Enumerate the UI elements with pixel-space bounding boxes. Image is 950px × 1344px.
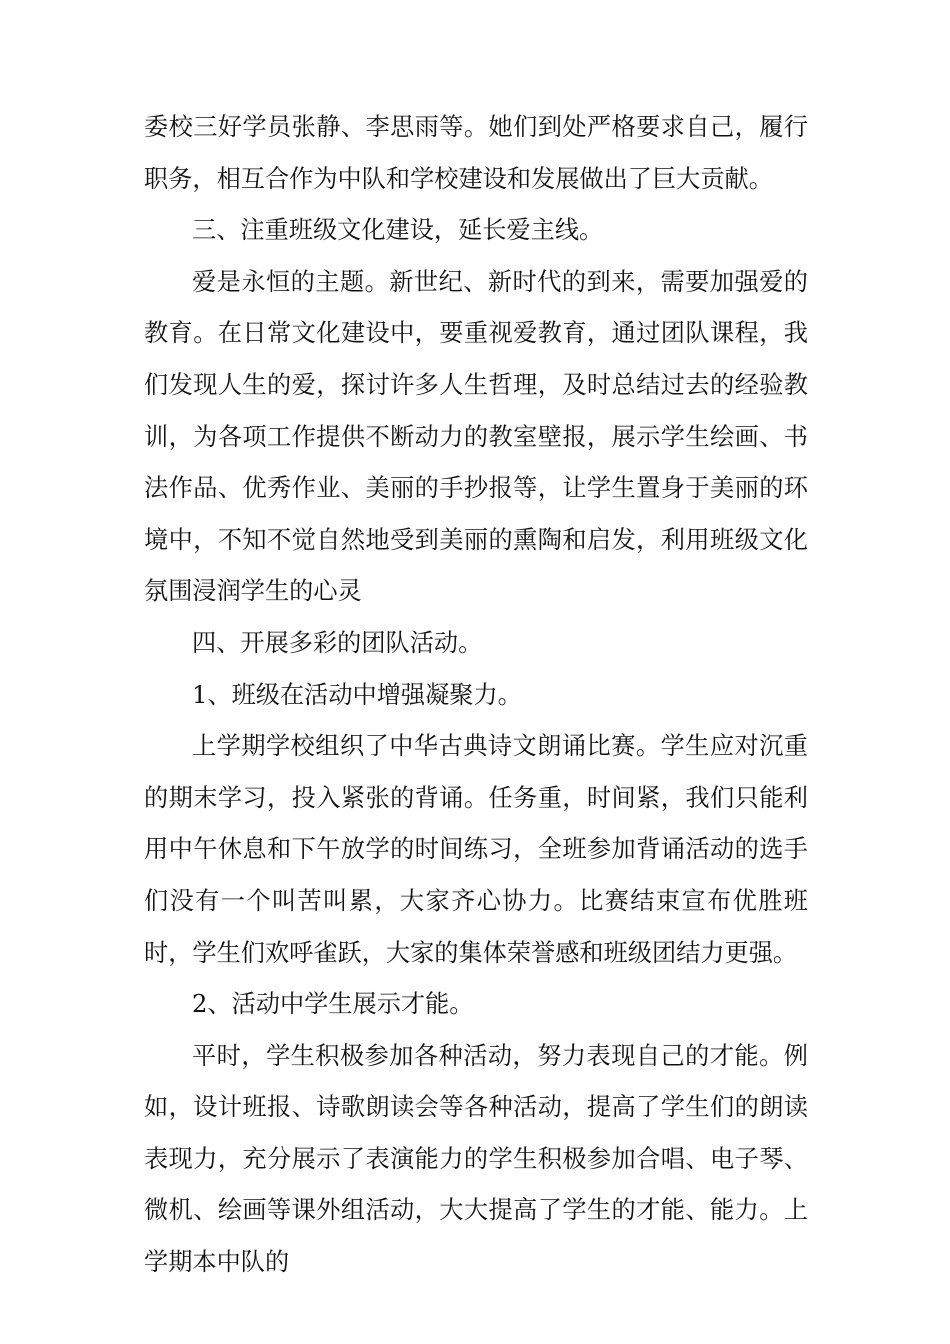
paragraph-talents: 平时，学生积极参加各种活动，努力表现自己的才能。例如，设计班报、诗歌朗读会等各种活动，提高了学生们的朗读表现力，充分展示了表演能力的学生积极参加合唱、电子琴、微机、绘画等课外组活动，大大提高了学生的才能、能力。上学期本中队的 xyxy=(144,1041,808,1277)
document-page xyxy=(144,102,808,1289)
paragraph-poetry-contest: 上学期学校组织了中华古典诗文朗诵比赛。学生应对沉重的期末学习，投入紧张的背诵。任务重，时间紧，我们只能利用中午休息和下午放学的时间练习，全班参加背诵活动的选手们没有一个叫苦叫累，大家齐心协力。比赛结束宣布优胜班时，学生们欢呼雀跃，大家的集体荣誉感和班级团结力更强。 xyxy=(144,732,808,967)
paragraph-1: 委校三好学员张静、李思雨等。她们到处严格要求自己，履行职务，相互合作为中队和学校建设和发展做出了巨大贡献。 xyxy=(144,113,808,193)
subheading-2: 2、活动中学生展示才能。 xyxy=(192,990,474,1019)
section-heading-3: 三、注重班级文化建设，延长爱主线。 xyxy=(192,216,604,245)
subheading-1: 1、班级在活动中增强凝聚力。 xyxy=(192,680,522,709)
paragraph-love-education: 爱是永恒的主题。新世纪、新时代的到来，需要加强爱的教育。在日常文化建设中，要重视爱教育，通过团队课程，我们发现人生的爱，探讨许多人生哲理，及时总结过去的经验教训，为各项工作提供不断动力的教室壁报，展示学生绘画、书法作品、优秀作业、美丽的手抄报等，让学生置身于美丽的环境中，不知不觉自然地受到美丽的熏陶和启发，利用班级文化氛围浸润学生的心灵 xyxy=(144,267,808,606)
section-heading-4: 四、开展多彩的团队活动。 xyxy=(192,628,483,657)
